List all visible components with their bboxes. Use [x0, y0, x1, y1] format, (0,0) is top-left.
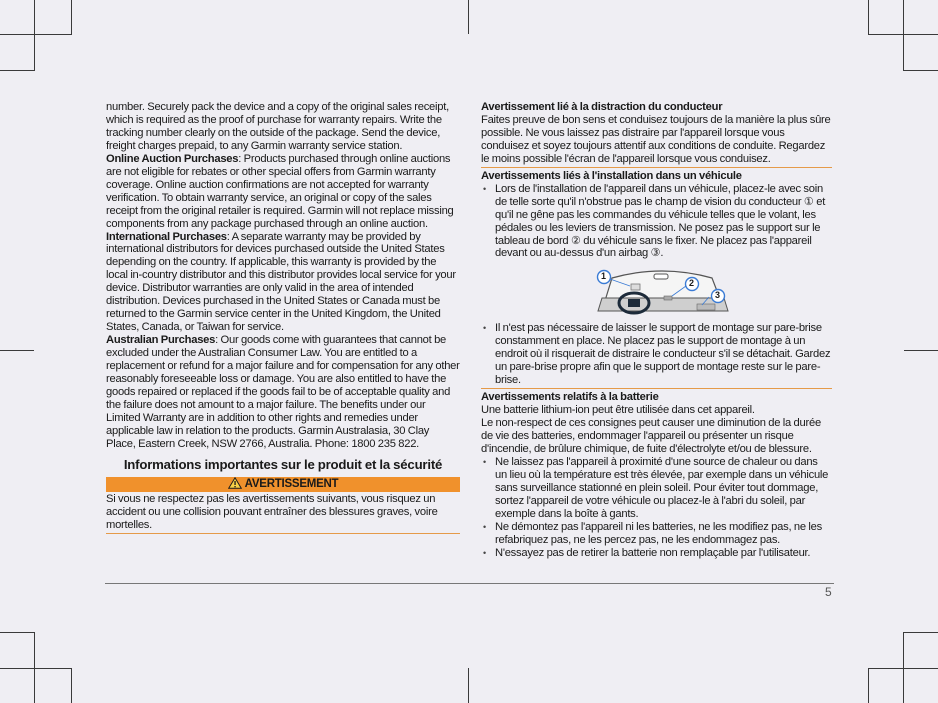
right-column	[481, 101, 832, 560]
left-column	[106, 101, 460, 536]
installation-title: Avertissements liés à l'installation dans un véhicule	[481, 169, 742, 182]
section-divider	[481, 388, 832, 389]
online-auction-paragraph: Online Auction Purchases: Products purchased through online auctions are not eligible for rebates or other special offers from Garmin warranty coverage. Online auction confirmations are not accepted for warranty verification. To obtain warranty service, an original or copy of the sales receipt from the original retailer is required. Garmin will not replace missing components from any package purchased through an online auction.	[106, 152, 454, 230]
installation-list	[481, 183, 832, 261]
crop-mark	[468, 668, 469, 703]
crop-mark	[0, 350, 34, 351]
section-heading: Informations importantes sur le produit et la sécurité	[123, 456, 443, 472]
battery-list	[481, 456, 832, 560]
crop-mark	[71, 668, 72, 703]
callout-1: 1	[601, 271, 606, 282]
section-divider	[481, 167, 832, 168]
warning-triangle-icon	[228, 477, 242, 494]
vehicle-illustration	[582, 266, 742, 316]
installation-list-continued	[481, 322, 832, 387]
distraction-text: Faites preuve de bon sens et conduisez toujours de la manière la plus sûre possible. Ne vous laissez pas distraire par l'appareil lorsque vous conduisez et soyez toujours attentif aux conditions de conduite. Regardez le moins possible l'écran de l'appareil lorsque vous conduisez.	[481, 113, 831, 165]
warning-divider	[106, 533, 460, 534]
warning-text: Si vous ne respectez pas les avertissements suivants, vous risquez un accident ou une collision pouvant entraîner des blessures graves, voire mortelles.	[106, 492, 438, 531]
crop-mark	[0, 70, 35, 71]
crop-mark	[868, 668, 938, 669]
callout-2: 2	[689, 278, 694, 289]
crop-mark	[0, 34, 71, 35]
crop-mark	[868, 668, 869, 703]
crop-mark	[903, 0, 904, 71]
list-item: • Ne démontez pas l'appareil ni les batteries, ne les modifiez pas, ne les refabriquez pas, ne les percez pas, ne les endommagez pas.	[481, 521, 832, 547]
list-item: • Lors de l'installation de l'appareil dans un véhicule, placez-le avec soin de telle sorte qu'il n'obstrue pas le champ de vision du conducteur ① et qu'il ne gêne pas les commandes du véhicule telles que le volant, les pédales ou les leviers de transmission. Ne posez pas le support sur le tableau de bord ② du véhicule sans le fixer. Ne placez pas l'appareil devant ou au-dessus d'un airbag ③.	[481, 183, 832, 261]
distraction-title: Avertissement lié à la distraction du conducteur	[481, 101, 723, 113]
warning-label: AVERTISSEMENT	[244, 477, 339, 490]
crop-mark	[71, 0, 72, 35]
international-paragraph: International Purchases: A separate warranty may be provided by international distributors for devices purchased outside the United States depending on the country. If applicable, this warranty is provided by the local in-country distributor and this distributor provides local service for your device. Distributor warranties are only valid in the area of intended distribution. Devices purchased in the United States or Canada must be returned to the Garmin service center in the United Kingdom, the United States, Canada, or Taiwan for service.	[106, 230, 456, 334]
warning-banner	[106, 477, 460, 492]
crop-mark	[904, 350, 938, 351]
callout-3: 3	[715, 290, 720, 301]
page-number: 5	[825, 585, 832, 599]
crop-mark	[903, 70, 938, 71]
battery-line-2: Le non-respect de ces consignes peut causer une diminution de la durée de vie des batteries, endommager l'appareil ou présenter un risque d'incendie, de brûlure chimique, de fuite d'électrolyte et/ou de blessure.	[481, 417, 821, 456]
australian-paragraph: Australian Purchases: Our goods come with guarantees that cannot be excluded under the Australian Consumer Law. You are entitled to a replacement or refund for a major failure and for compensation for any other reasonably foreseeable loss or damage. You are also entitled to have the goods repaired or replaced if the goods fail to be of acceptable quality and the failure does not amount to a major failure. The benefits under our Limited Warranty are in addition to other rights and remedies under applicable law in relation to the products. Garmin Australasia, 30 Clay Place, Eastern Creek, NSW 2766, Australia. Phone: 1800 235 822.	[106, 334, 460, 450]
crop-mark	[903, 632, 938, 633]
crop-mark	[0, 668, 72, 669]
australian-label: Australian Purchases	[106, 334, 216, 347]
crop-mark	[34, 0, 35, 71]
crop-mark	[0, 632, 35, 633]
footer-divider	[105, 583, 834, 584]
battery-line-1: Une batterie lithium-ion peut être utilisée dans cet appareil.	[481, 404, 755, 417]
crop-mark	[468, 0, 469, 34]
international-label: International Purchases	[106, 230, 227, 243]
list-item: • Ne laissez pas l'appareil à proximité d'une source de chaleur ou dans un lieu où la température est très élevée, par exemple dans un véhicule sans surveillance stationné en plein soleil. Pour éviter tout dommage, sortez l'appareil de votre véhicule ou placez-le à l'abri du soleil, par exemple dans la boîte à gants.	[481, 456, 832, 521]
crop-mark	[868, 0, 869, 35]
list-item: • Il n'est pas nécessaire de laisser le support de montage sur pare-brise constamment en place. Ne placez pas le support de montage à un endroit où il risquerait de distraire le conducteur s'il se détachait. Gardez un pare-brise propre afin que le support de montage reste sur le pare-brise.	[481, 322, 832, 387]
battery-title: Avertissements relatifs à la batterie	[481, 391, 659, 404]
online-auction-label: Online Auction Purchases	[106, 152, 239, 165]
warranty-intro-paragraph: number. Securely pack the device and a copy of the original sales receipt, which is required as the proof of purchase for warranty repairs. Write the tracking number clearly on the outside of the package. Send the device, freight charges prepaid, to any Garmin warranty service station.	[106, 101, 449, 152]
list-item: • N'essayez pas de retirer la batterie non remplaçable par l'utilisateur.	[481, 547, 832, 560]
